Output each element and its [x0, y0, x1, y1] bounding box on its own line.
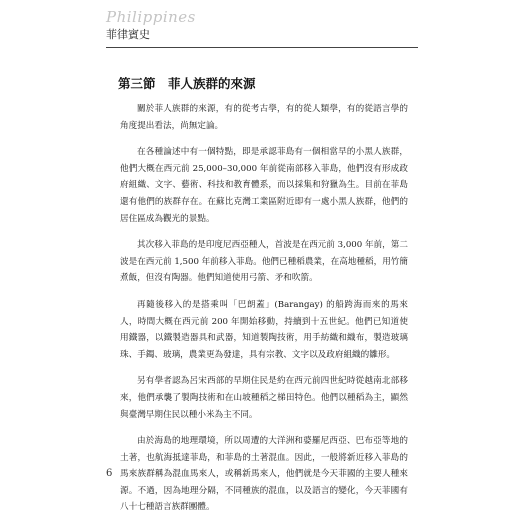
running-header: [106, 8, 306, 48]
header-watermark: Philippines: [106, 8, 196, 26]
paragraph: 另有學者認為呂宋西部的早期住民是約在西元前四世紀時從越南北部移來，他們承襲了製陶技術和在山坡種稻之梯田特色。他們以種稻為主，顯然與臺灣早期住民以種小米為主不同。: [120, 376, 408, 420]
paragraph: 再隨後移入的是搭乘叫「巴朗蓋」(Barangay) 的船跨海而來的馬來人，時間大概在西元前 200 年開始移動，持續到十五世紀。他們已知道使用鐵器，以鐵製造器具和武器，知道製陶技術，用手紡織和織布，製造玻璃珠、手鐲、玻璃，農業更為發達，具有宗教、文字以及政府組織的雛形。: [120, 299, 408, 360]
running-title: 菲律賓史: [106, 28, 150, 41]
paragraph: 關於菲人族群的來源，有的從考古學，有的從人類學，有的從語言學的角度提出看法，尚無定論。: [120, 104, 408, 131]
paragraph: 在各種論述中有一個特點，即是承認菲島有一個相當早的小黑人族群，他們大概在西元前 25,000–30,000 年前從南部移入菲島，他們沒有形成政府組織、文字、藝術、科技和教育體系，而以採集和狩獵為生。目前在菲島還有他們的族群存在。在蘇比克灣工業區附近即有一處小黑人族群，他們的居住區成為觀光的景點。: [120, 147, 408, 224]
paragraph: 由於海島的地理環境，所以周遭的大洋洲和婆羅尼西亞、巴布亞等地的土著，也航海抵達菲島，和菲島的土著混血。因此，一般將新近移入菲島的馬來族群稱為混血馬來人，或稱新馬來人，他們就是今天菲國的主要人種來源。不過，因為地理分隔，不同種族的混血，以及語言的變化，今天菲國有八十七種語言族群團體。: [120, 436, 408, 513]
page-number: 6: [106, 468, 113, 479]
paragraph: 其次移入菲島的是印度尼西亞種人，首波是在西元前 3,000 年前，第二波是在西元前 1,500 年前移入菲島。他們已種稻農業，在高地種稻，用竹簡煮飯，但沒有陶器。他們知道使用弓箭、矛和吹箭。: [120, 240, 408, 284]
header-rule: [106, 47, 418, 48]
section-title: 第三節 菲人族群的來源: [118, 76, 256, 91]
body-text: [120, 101, 408, 526]
